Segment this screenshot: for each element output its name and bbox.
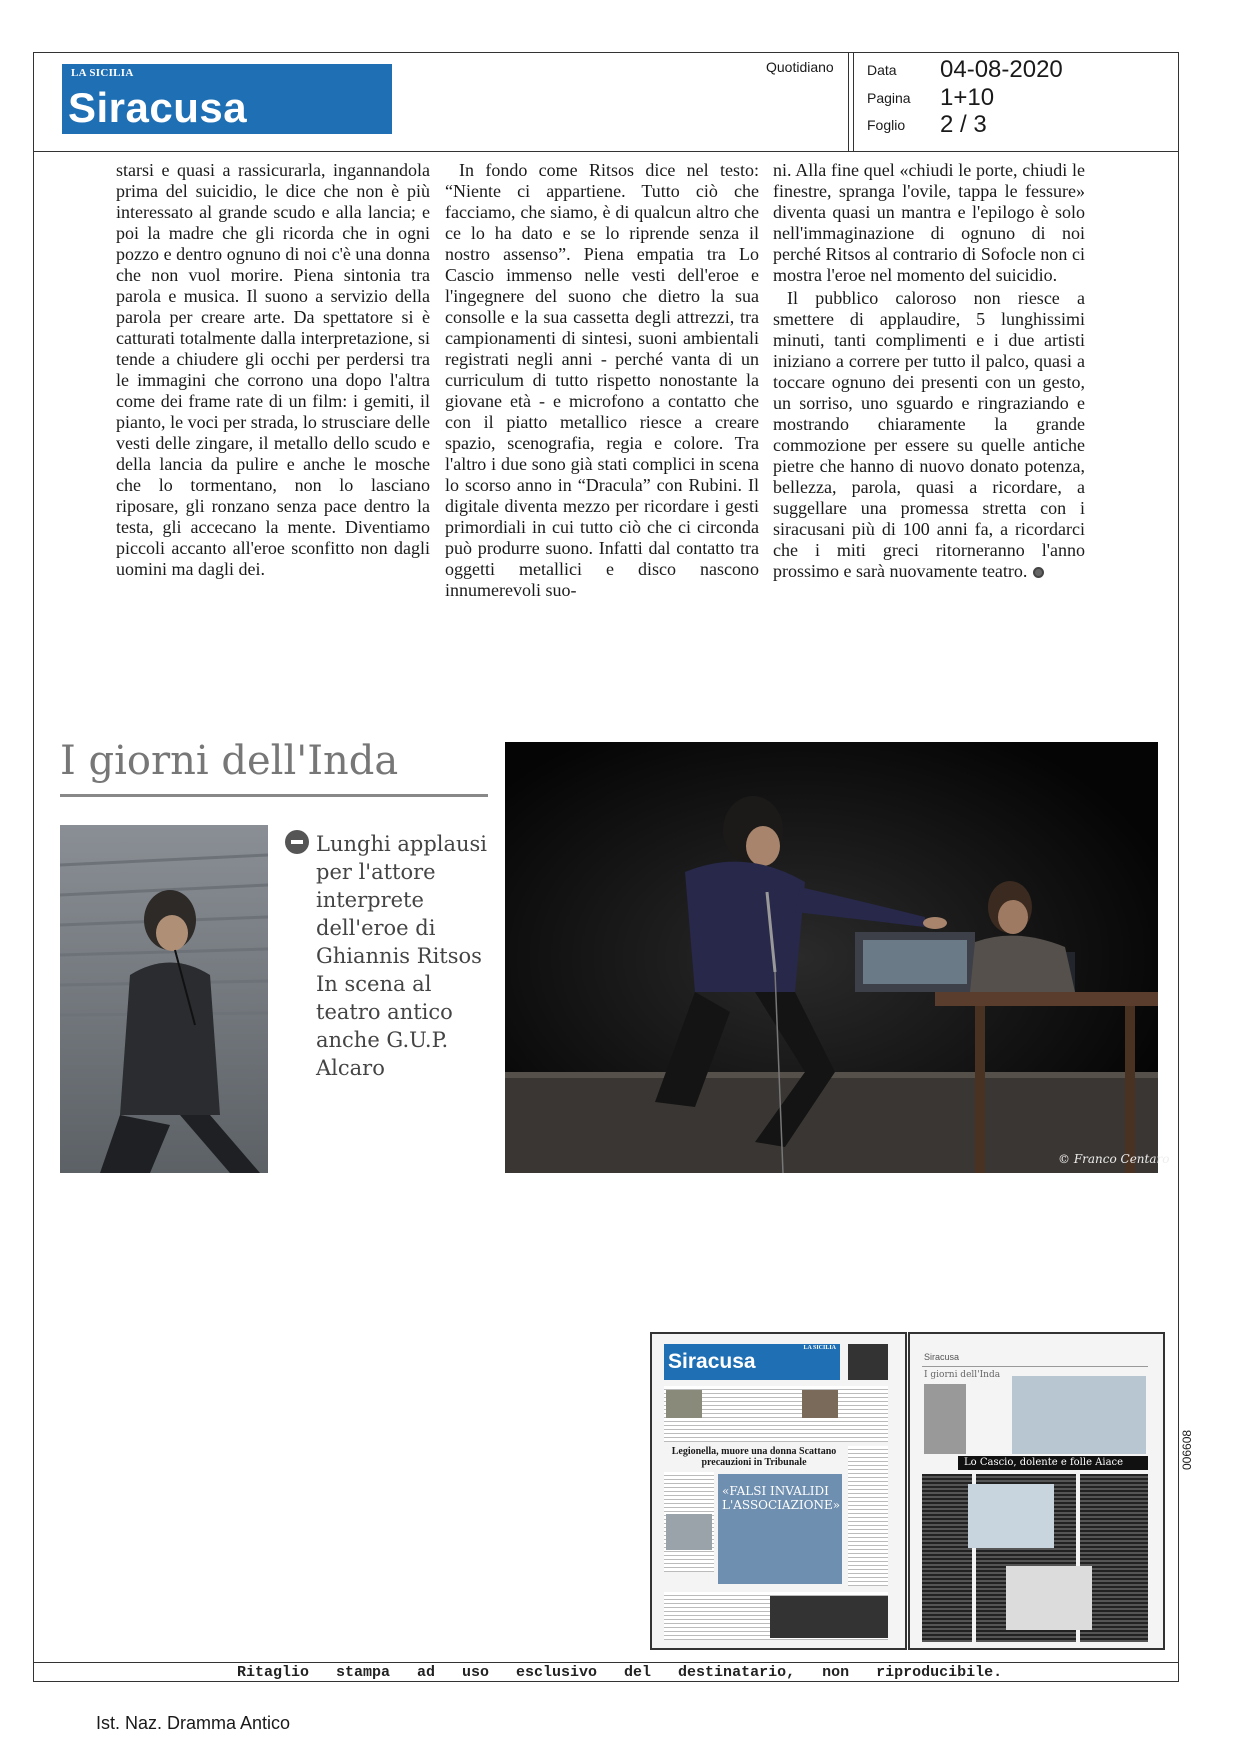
footer-notice: Ritaglio stampa ad uso esclusivo del destinatario, non riproducibile.: [237, 1664, 1003, 1681]
article-paragraph: Il pubblico caloroso non riesce a smettere di applaudire, 5 lunghissimi minuti, tanti complimenti e i due artisti iniziano a correre per tutto il palco, quasi a toccare ognuno dei presenti con un gesto, un sorriso, uno sguardo e ringraziando e mostrando chiaramente la grande commozione per essere su quelle antiche pietre che hanno di nuovo donato potenza, bellezza, parola, quasi a ricordare, a suggellare una promessa stretta con i siracusani più di 100 anni fa, a ricordarci che i miti greci ritorneranno l'anno prossimo e sarà nuovamente teatro.: [773, 288, 1085, 581]
masthead: [62, 64, 392, 134]
article-column-3: [773, 160, 1085, 582]
page-label: Pagina: [867, 90, 911, 106]
article-paragraph: ni. Alla fine quel «chiudi le porte, chiudi le finestre, spranga l'ovile, tappa le fessure» diventa quasi un mantra e l'epilogo è solo nell'immaginazione di ognuno di noi perché Ritsos al contrario di Sofocle non ci mostra l'eroe nel momento del suicidio.: [773, 160, 1085, 285]
sheet-value: 2 / 3: [940, 111, 987, 138]
date-label: Data: [867, 62, 897, 78]
end-of-article-icon: [1033, 567, 1044, 578]
header-divider: [848, 52, 854, 152]
thumb2-headline: Lo Cascio, dolente e folle Aiace: [964, 1457, 1124, 1468]
thumb2-masthead: Siracusa: [924, 1352, 960, 1362]
article-column-2: [445, 160, 759, 601]
section-rule: [60, 794, 488, 797]
thumb1-banner: «FALSI INVALIDI L'ASSOCIAZIONE»: [722, 1484, 841, 1512]
photo-credit: © Franco Centaro: [1058, 1152, 1170, 1166]
publication-type: Quotidiano: [766, 59, 834, 75]
thumb1-brand: LA SICILIA: [803, 1345, 836, 1351]
masthead-brand-small: LA SICILIA: [71, 67, 134, 79]
side-code: 006608: [1180, 1429, 1194, 1470]
institution-name: Ist. Naz. Dramma Antico: [96, 1713, 291, 1733]
thumb2-section: I giorni dell'Inda: [924, 1370, 1001, 1380]
stage-photo-large: [505, 742, 1158, 1173]
article-paragraph: In fondo come Ritsos dice nel testo: “Niente ci appartiene. Tutto ciò che facciamo, che siamo, è di qualcun altro che ce lo ha dato e se lo riprende senza il nostro assenso”. Piena empatia tra Lo Cascio immenso nelle vesti dell'eroe e l'ingegnere del suono che dietro la sua consolle e la sua cassetta degli attrezzi, tra campionamenti di sintesi, suoni ambientali registrati negli anni - perché vanta di un curriculum di tutto rispetto nonostante la giovane età - e microfono a contatto che con il piatto metallico riesce a creare spazio, scenografia, regia e colore. Tra l'altro i due sono già stati complici in scena lo scorso anno in “Dracula” con Rubini. Il digitale diventa mezzo per ricordare i gesti primordiali in cui tutto ciò che ci circonda può produrre suono. Infatti dal contatto tra oggetti metallici e disco nascono innumerevoli suo-: [445, 160, 759, 600]
page-thumbnail-2: [908, 1332, 1165, 1650]
thumb1-masthead: Siracusa: [668, 1350, 756, 1373]
page-thumbnail-1: [650, 1332, 907, 1650]
thumb1-headline: Legionella, muore una donna Scattano precauzioni in Tribunale: [671, 1446, 837, 1468]
section-title: I giorni dell'Inda: [60, 738, 399, 784]
article-column-1: [116, 160, 430, 580]
article-paragraph: starsi e quasi a rassicurarla, ingannandola prima del suicidio, le dice che non è più interessato al grande scudo e alla lancia; e poi la madre che gli ricorda che in ogni pozzo e dentro ognuno di noi c'è una donna che non vuol morire. Piena sintonia tra parola e musica. Il suono a servizio della parola per creare arte. Da spettatore si è catturati totalmente dalla interpretazione, si tende a chiudere gli occhi per perdersi tra le immagini che corrono una dopo l'altra come dei frame rate di un film: i gemiti, il pianto, le voci per strada, lo strusciare delle vesti delle zingare, il metallo dello scudo e della lancia da pulire e anche le mosche che lo tormentano, non lo lasciano riposare, gli ronzano senza pace dentro la testa, gli accecano la mente. Diventiamo piccoli accanto all'eroe sconfitto non dagli uomini ma dagli dei.: [116, 160, 430, 579]
photo-caption: Lunghi applausi per l'attore interprete dell'eroe di Ghiannis Ritsos In scena al teatro antico anche G.U.P. Alcaro: [316, 832, 488, 1080]
date-value: 04-08-2020: [940, 56, 1063, 83]
page-value: 1+10: [940, 84, 995, 111]
sheet-label: Foglio: [867, 117, 906, 133]
masthead-title: Siracusa: [68, 84, 248, 131]
caption-arrow-icon: [285, 830, 309, 854]
actor-photo-small: [60, 825, 268, 1173]
